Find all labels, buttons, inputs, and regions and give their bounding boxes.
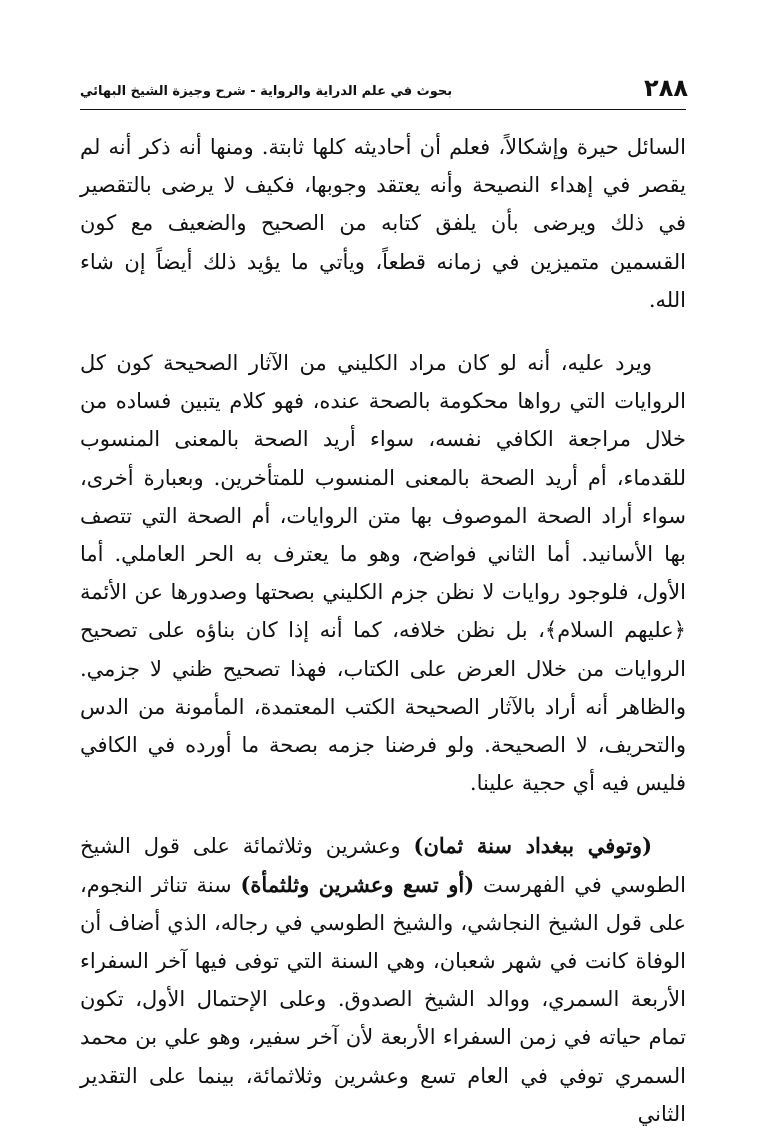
- paragraph-2: ويرد عليه، أنه لو كان مراد الكليني من الآثار الصحيحة كون كل الروايات التي رواها محكومة بالصحة عنده، فهو كلام يتبين فساده من خلال مراجعة الكافي نفسه، سواء أريد الصحة بالمعنى المنسوب للقدماء، أم أريد الصحة بالمعنى المنسوب للمتأخرين. وبعبارة أخرى، سواء أراد الصحة الموصوف بها متن الروايات، أم الصحة التي تتصف بها الأسانيد. أما الثاني فواضح، وهو ما يعترف به الحر العاملي. أما الأول، فلوجود روايات لا نظن جزم الكليني بصحتها وصدورها عن الأئمة ﴿عليهم السلام﴾، بل نظن خلافه، كما أنه إذا كان بناؤه على تصحيح الروايات من خلال العرض على الكتاب، فهذا تصحيح ظني لا جزمي. والظاهر أنه أراد بالآثار الصحيحة الكتب المعتمدة، المأمونة من الدس والتحريف، لا الصحيحة. ولو فرضنا جزمه بصحة ما أورده في الكافي فليس فيه أي حجية علينا.: [80, 351, 686, 796]
- quoted-text-2: (أو تسع وعشرين وثلثمأة): [240, 871, 475, 897]
- paragraph-3: [80, 827, 686, 1133]
- paragraph-3-part-1: وعشرين وثلاثمائة على قول الشيخ الطوسي في الفهرست: [80, 834, 686, 897]
- running-header: [80, 72, 688, 108]
- body-text: [80, 128, 686, 1133]
- running-title: بحوث في علم الدراية والرواية - شرح وجيزة الشيخ البهائي: [80, 84, 453, 99]
- page-number: ٢٨٨: [644, 74, 688, 102]
- quoted-text-1: (وتوفي ببغداد سنة ثمان): [413, 833, 653, 859]
- paragraph-1: السائل حيرة وإشكالاً، فعلم أن أحاديثه كلها ثابتة. ومنها أنه ذكر أنه لم يقصر في إهداء النصيحة وأنه يعتقد وجوبها، فكيف لا يرضى بالتقصير في ذلك ويرضى بأن يلفق كتابه من الصحيح والضعيف مع كون القسمين متميزين في زمانه قطعاً، ويأتي ما يؤيد ذلك أيضاً إن شاء الله.: [80, 135, 686, 312]
- header-rule: [80, 109, 686, 110]
- paragraph-3-part-2: سنة تناثر النجوم، على قول الشيخ النجاشي، والشيخ الطوسي في رجاله، الذي أضاف أن الوفاة كانت في شهر شعبان، وهي السنة التي توفى فيها آخر السفراء الأربعة السمري، ووالد الشيخ الصدوق. وعلى الإحتمال الأول، تكون تمام حياته في زمن السفراء الأربعة لأن آخر سفير، وهو علي بن محمد السمري توفي في العام تسع وعشرين وثلاثمائة، بينما على التقدير الثاني: [80, 872, 686, 1126]
